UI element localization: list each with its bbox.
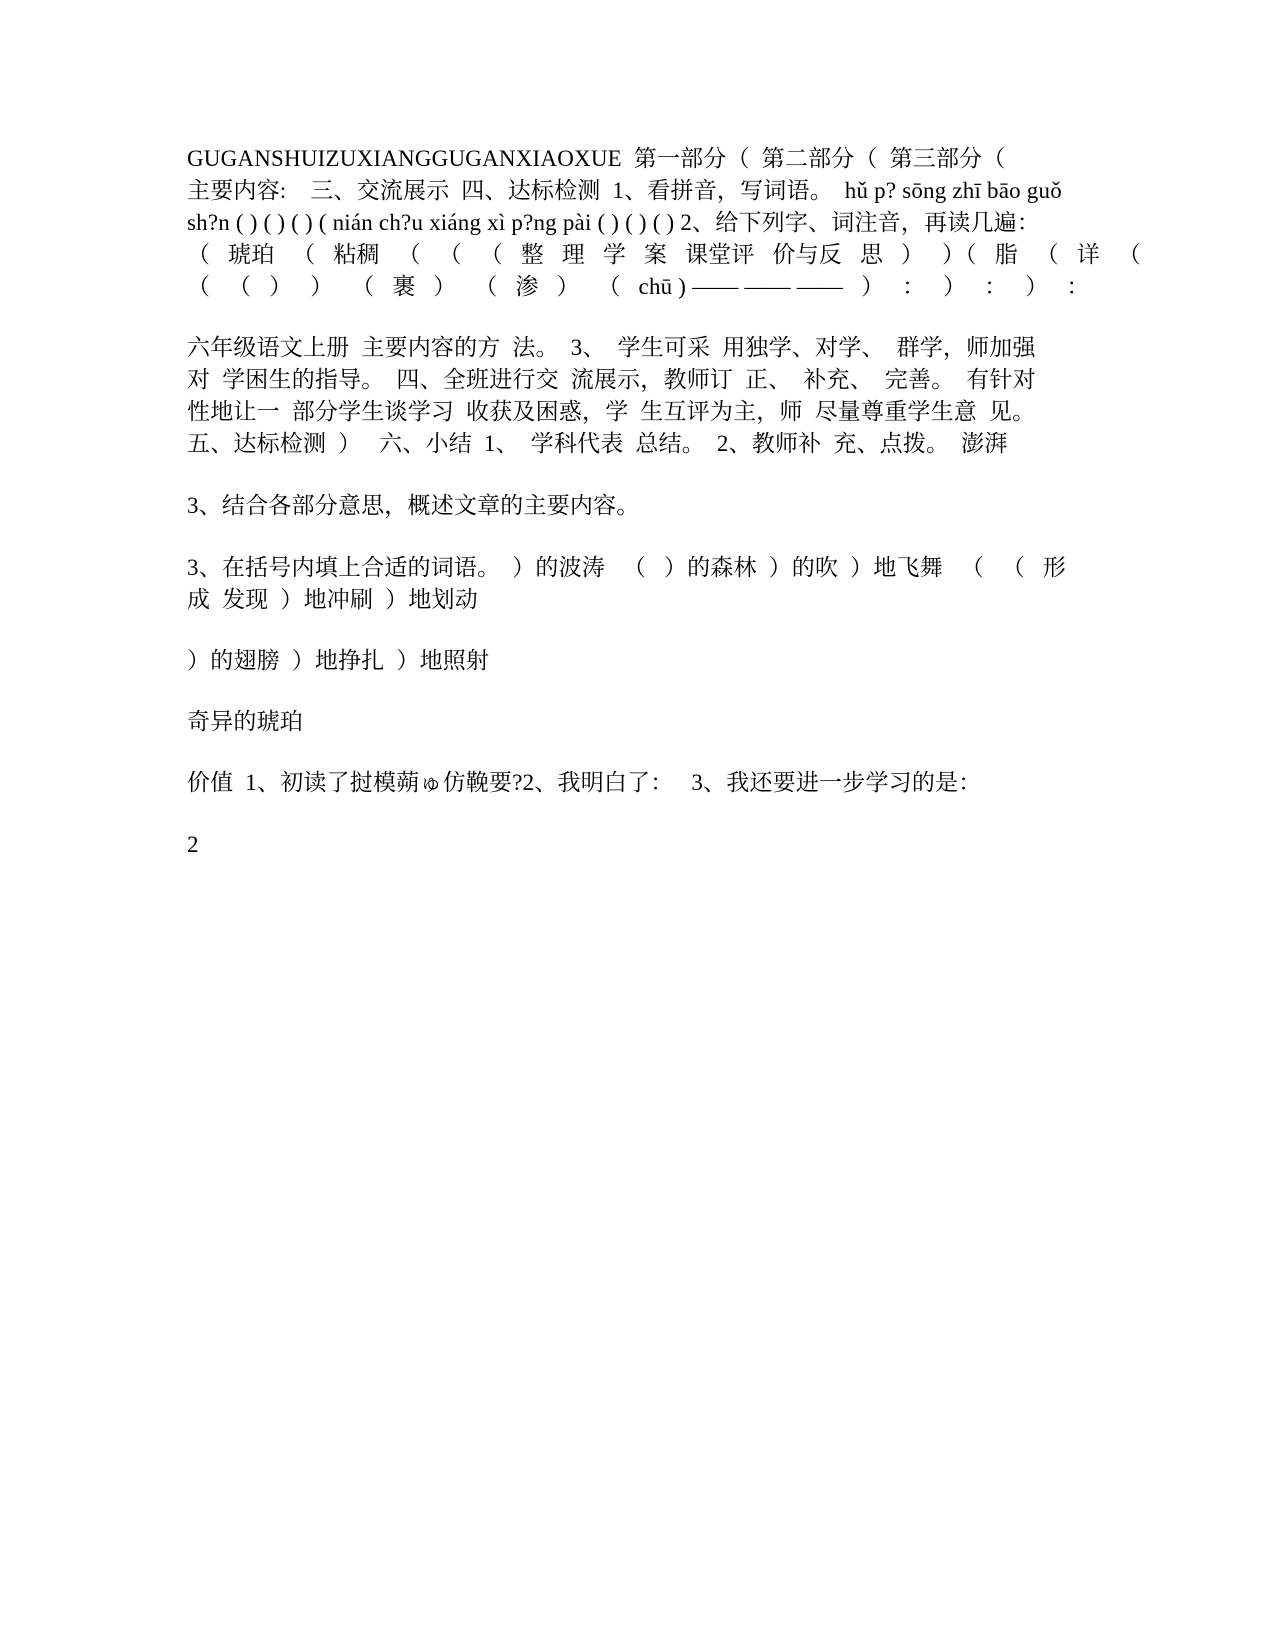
text-line-15: 价值 1、初读了挝模蒴ゅ仿鞔要?2、我明白了： 3、我还要进一步学习的是： xyxy=(187,770,982,795)
text-line-11: 3、在括号内填上合适的词语。 ）的波涛 （ ）的森林 ）的吹 ）地飞舞 （ （ 形 xyxy=(187,555,1067,580)
page-number: 2 xyxy=(187,832,199,857)
text-line-6: 六年级语文上册 主要内容的方 法。 3、 学生可采 用独学、对学、 群学，师加强 xyxy=(187,335,1036,360)
text-line-8: 性地让一 部分学生谈学习 收获及困惑，学 生互评为主，师 尽量尊重学生意 见。 xyxy=(187,399,1036,424)
text-line-9: 五、达标检测 ） 六、小结 1、 学科代表 总结。 2、教师补 充、点拨。 澎湃 xyxy=(187,431,1008,456)
text-line-12: 成 发现 ）地冲刷 ）地划动 xyxy=(187,587,478,612)
text-line-3: sh?n ( ) ( ) ( ) ( nián ch?u xiáng xì p?ng pài ( ) ( ) ( ) 2、给下列字、词注音，再读几遍： xyxy=(187,210,1041,235)
text-line-7: 对 学困生的指导。 四、全班进行交 流展示，教师订 正、 补充、 完善。 有针对 xyxy=(187,367,1036,392)
text-line-1: GUGANSHUIZUXIANGGUGANXIAOXUE 第一部分（ 第二部分（ 第三部分（ xyxy=(187,146,1006,171)
text-line-14: 奇异的琥珀 xyxy=(187,709,303,734)
text-line-4: （ 琥珀 （ 粘稠 （ （ （ 整 理 学 案 课堂评 价与反 思 ） ）（ 脂 （ 详 （ xyxy=(187,242,1142,267)
text-line-2: 主要内容: 三、交流展示 四、达标检测 1、看拼音，写词语。 hǔ p? sōng zhī bāo guǒ xyxy=(187,178,1062,203)
text-line-5: （ （ ） ） （ 裹 ） （ 渗 ） （ chū ) —— —— —— ） ： ） ： ） ： xyxy=(187,274,1090,299)
text-line-10: 3、结合各部分意思，概述文章的主要内容。 xyxy=(187,493,640,518)
text-line-13: ）的翅膀 ）地挣扎 ）地照射 xyxy=(187,648,490,673)
